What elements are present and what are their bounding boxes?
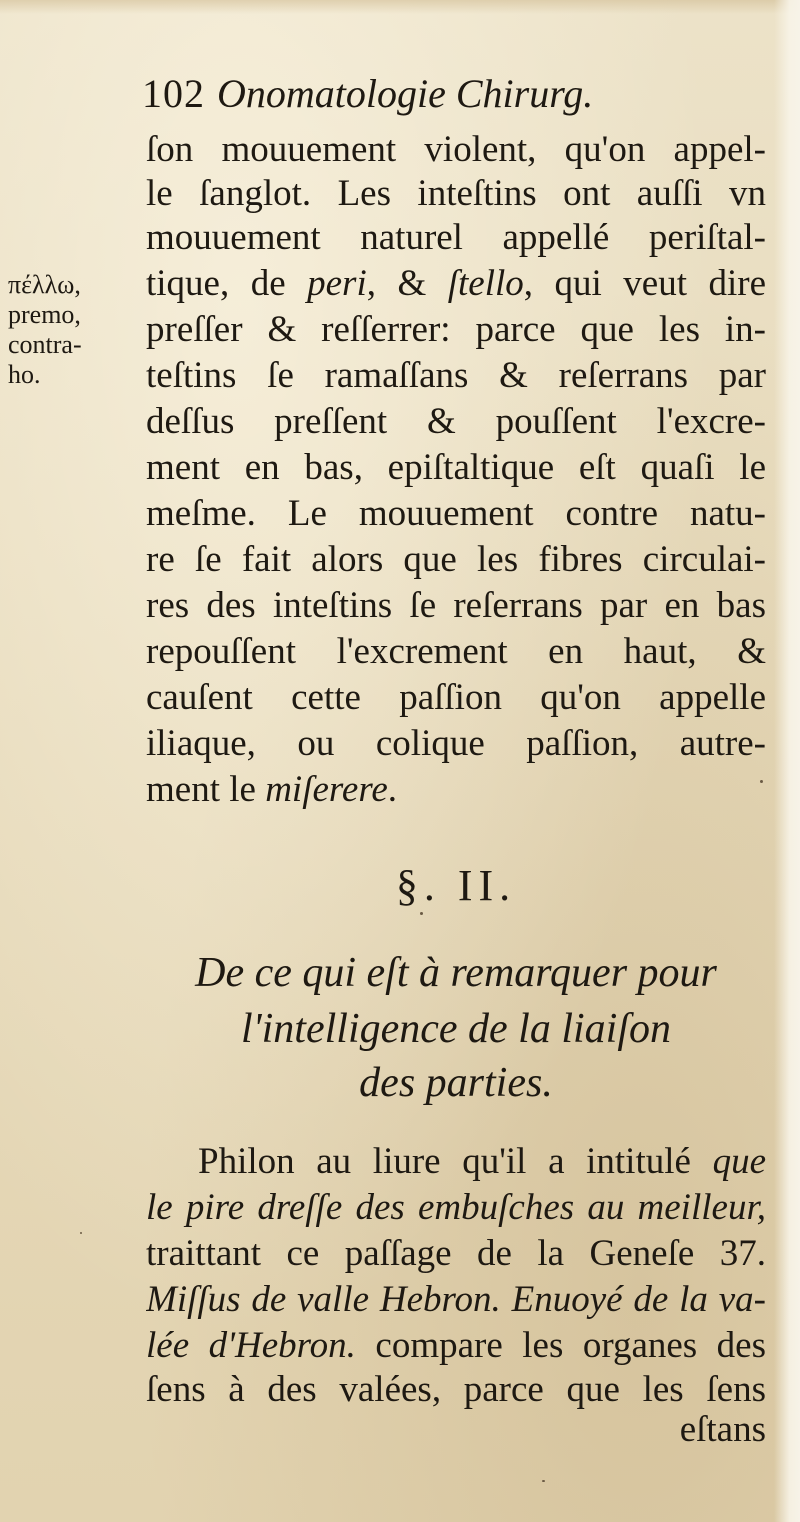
text-run: , qui veut dire — [523, 263, 766, 304]
paragraph1-line — [146, 538, 766, 582]
margin-note-line: πέλλω, — [8, 270, 81, 299]
margin-note-line: contra- — [8, 330, 82, 359]
text-run: ment le — [146, 769, 266, 810]
italic-run: peri — [307, 263, 367, 304]
page-top-shadow — [0, 0, 800, 14]
catchword: eſtans — [679, 1409, 766, 1450]
text-run: iliaque, ou colique paſſion, autre- — [146, 723, 766, 764]
italic-run: miſerere — [265, 769, 388, 810]
text-run: meſme. Le mouuement contre natu- — [146, 493, 766, 534]
section-heading-line: De ce qui eſt à remarquer pour — [195, 950, 717, 996]
italic-run: que — [712, 1141, 766, 1182]
text-run: deſſus preſſent & pouſſent l'excre- — [146, 401, 766, 442]
text-run: teſtins ſe ramaſſans & reſerrans par — [146, 355, 766, 396]
italic-run: Miſſus de valle Hebron. Enuoyé de la va- — [146, 1279, 766, 1320]
margin-note — [8, 270, 136, 390]
running-title: Onomatologie Chirurg. — [217, 71, 594, 116]
text-run: ſon mouuement violent, qu'on appel- — [146, 129, 766, 170]
section-mark: §. II. — [395, 861, 517, 910]
text-run: res des inteſtins ſe reſerrans par en bas — [146, 585, 766, 626]
text-run: . — [387, 769, 398, 810]
paragraph1-line — [146, 172, 766, 216]
paragraph2-line — [146, 1186, 766, 1230]
italic-run: ſtello — [447, 263, 524, 304]
page-right-edge — [774, 0, 800, 1522]
paragraph1-line — [146, 308, 766, 352]
paragraph1-line — [146, 354, 766, 398]
text-run: traittant ce paſſage de la Geneſe 37. — [146, 1233, 766, 1274]
paragraph1-line — [146, 216, 766, 260]
text-run: Philon au liure qu'il a intitulé — [198, 1141, 713, 1182]
paragraph2-line — [146, 1368, 766, 1412]
margin-note-line: ho. — [8, 360, 41, 389]
paragraph2-line — [146, 1278, 766, 1322]
text-run: , & — [366, 263, 448, 304]
italic-run: lée d'Hebron. — [146, 1325, 356, 1366]
text-run: ment en bas, epiſtaltique eſt quaſi le — [146, 447, 766, 488]
paragraph2-line — [146, 1140, 766, 1184]
paragraph1-line — [146, 446, 766, 490]
paper-speck — [80, 1232, 82, 1234]
paragraph1-line — [146, 630, 766, 674]
paper-speck — [760, 780, 763, 783]
paragraph1-line — [146, 584, 766, 628]
section-heading-line: l'intelligence de la liaiſon — [240, 1006, 672, 1052]
text-run: preſſer & reſſerrer: parce que les in- — [146, 309, 766, 350]
text-run: cauſent cette paſſion qu'on appelle — [146, 677, 766, 718]
paragraph1-line — [146, 768, 766, 812]
paragraph1-line — [146, 676, 766, 720]
text-run: repouſſent l'excrement en haut, & — [146, 631, 766, 672]
paragraph2-line — [146, 1232, 766, 1276]
paper-speck — [542, 1480, 545, 1482]
margin-note-line: premo, — [8, 300, 81, 329]
paper-speck — [420, 912, 423, 915]
paragraph1-line — [146, 262, 766, 306]
section-heading-line: des parties. — [359, 1060, 553, 1106]
text-run: ſens à des valées, parce que les ſens — [146, 1369, 766, 1410]
page-number: 102 — [142, 71, 205, 116]
text-run: tique, de — [146, 263, 308, 304]
text-run: compare les organes des — [355, 1325, 766, 1366]
page-header — [142, 66, 762, 122]
italic-run: le pire dreſſe des embuſches au meilleur, — [146, 1187, 766, 1228]
paragraph1-line — [146, 128, 766, 172]
paragraph1-line — [146, 492, 766, 536]
paragraph1-line — [146, 400, 766, 444]
text-run: mouuement naturel appellé periſtal- — [146, 217, 766, 258]
text-run: le ſanglot. Les inteſtins ont auſſi vn — [146, 173, 766, 214]
paragraph1-line — [146, 722, 766, 766]
text-run: re ſe fait alors que les fibres circulai- — [146, 539, 766, 580]
paragraph2-line — [146, 1324, 766, 1368]
